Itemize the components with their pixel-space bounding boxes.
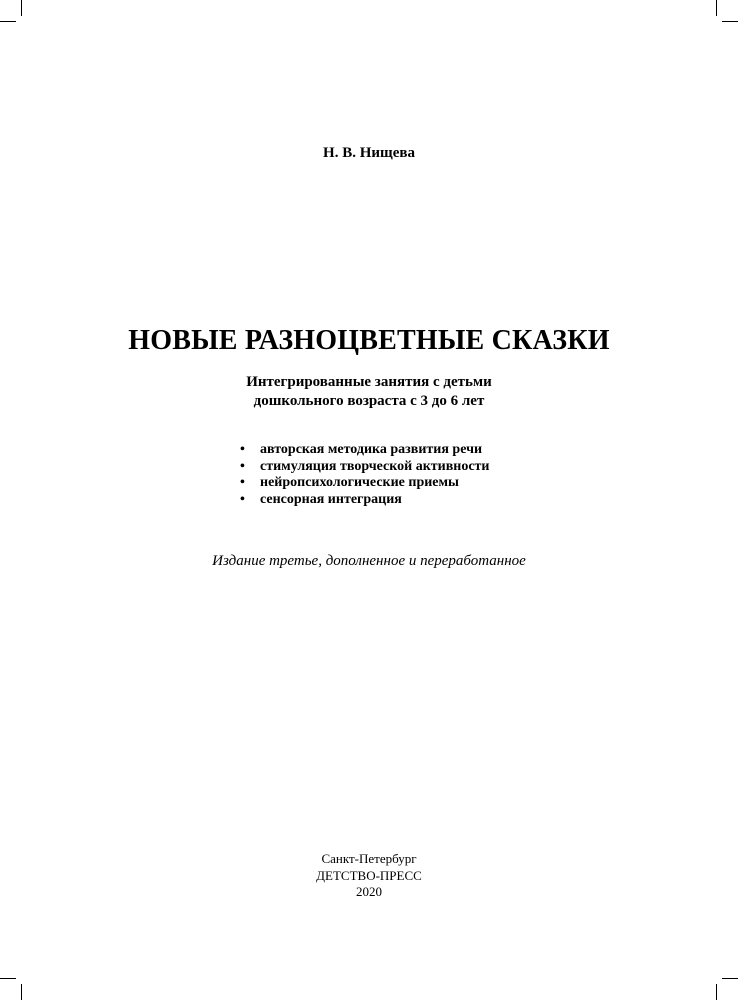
crop-mark-left-top bbox=[0, 21, 16, 22]
edition-note: Издание третье, дополненное и переработанное bbox=[212, 553, 526, 569]
feature-list bbox=[240, 442, 490, 508]
imprint-city: Санкт-Петербург bbox=[321, 851, 417, 866]
book-subtitle bbox=[0, 373, 738, 411]
bullet-icon: • bbox=[240, 491, 245, 507]
feature-text: нейропсихологические приемы bbox=[260, 475, 459, 490]
crop-mark-top-right bbox=[716, 0, 717, 16]
subtitle-line-1: Интегрированные занятия с детьми bbox=[246, 374, 492, 390]
feature-item bbox=[240, 492, 490, 509]
feature-text: авторская методика развития речи bbox=[260, 442, 483, 457]
feature-item bbox=[240, 475, 490, 492]
imprint-publisher: ДЕТСТВО-ПРЕСС bbox=[316, 867, 422, 883]
author-name: Н. В. Нищева bbox=[323, 145, 415, 161]
feature-item bbox=[240, 442, 490, 459]
bullet-icon: • bbox=[240, 475, 245, 490]
crop-mark-right-bottom bbox=[722, 978, 738, 979]
subtitle-line-2: дошкольного возраста с 3 до 6 лет bbox=[253, 393, 485, 409]
crop-mark-bottom-right bbox=[716, 984, 717, 1000]
crop-mark-top-left bbox=[21, 0, 22, 16]
imprint-year: 2020 bbox=[356, 884, 382, 899]
bullet-icon: • bbox=[240, 458, 245, 474]
book-title: НОВЫЕ РАЗНОЦВЕТНЫЕ СКАЗКИ bbox=[128, 325, 610, 356]
feature-text: стимуляция творческой активности bbox=[260, 458, 490, 474]
imprint bbox=[0, 851, 738, 901]
crop-mark-bottom-left bbox=[21, 984, 22, 1000]
feature-text: сенсорная интеграция bbox=[260, 491, 402, 507]
feature-item bbox=[240, 459, 490, 476]
crop-mark-left-bottom bbox=[0, 978, 16, 979]
bullet-icon: • bbox=[240, 442, 245, 457]
crop-mark-right-top bbox=[722, 21, 738, 22]
